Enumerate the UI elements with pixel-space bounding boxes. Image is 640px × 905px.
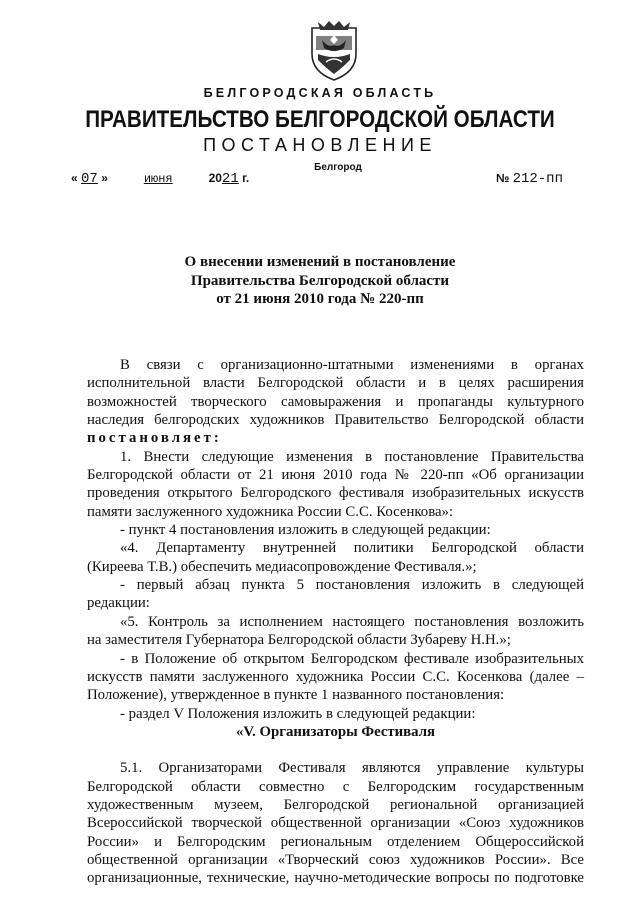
subject-line: от 21 июня 2010 года № 220-пп bbox=[216, 291, 424, 307]
body-line: общественной организации «Творческий союз художников России». Все bbox=[87, 851, 584, 868]
date-day: 07 bbox=[81, 171, 98, 187]
body-line: организационные, технические, научно-методические вопросы по подготовке bbox=[87, 870, 584, 887]
date-month: июня bbox=[143, 172, 173, 186]
government-title: ПРАВИТЕЛЬСТВО БЕЛГОРОДСКОЙ ОБЛАСТИ bbox=[85, 106, 555, 133]
body-line: наследия белгородских художников Правительство Белгородской области bbox=[87, 412, 584, 429]
subject-line: О внесении изменений в постановление bbox=[184, 254, 456, 270]
date-year-unit: г. bbox=[242, 171, 250, 185]
body-line: Белгородской области от 21 июня 2010 года № 220-пп «Об организации bbox=[87, 467, 584, 484]
region-name: БЕЛГОРОДСКАЯ ОБЛАСТЬ bbox=[203, 86, 437, 100]
body-line: 5.1. Организаторами Фестиваля являются управление культуры bbox=[120, 760, 584, 777]
city-name: Белгород bbox=[314, 162, 362, 173]
body-line: Всероссийской творческой общественной организации «Союз художников bbox=[87, 815, 584, 832]
body-line: - первый абзац пункта 5 постановления изложить в следующей редакции: bbox=[87, 577, 584, 612]
body-line: - в Положение об открытом Белгородском фестивале изобразительных bbox=[120, 650, 584, 667]
number-label: № bbox=[495, 171, 510, 185]
body-line: (Киреева Т.В.) обеспечить медиасопровождение Фестиваля.»; bbox=[87, 558, 477, 575]
body-line: «4. Департаменту внутренней политики Белгородской области bbox=[120, 540, 584, 557]
body-line: 1. Внести следующие изменения в постановление Правительства bbox=[120, 448, 584, 465]
body-line: проведения открытого Белгородского фестиваля изобразительных искусств bbox=[87, 485, 584, 502]
date-open-quote: « bbox=[71, 171, 78, 185]
document-type: ПОСТАНОВЛЕНИЕ bbox=[203, 135, 437, 155]
resolves-word: постановляет: bbox=[87, 430, 222, 447]
body-line: памяти заслуженного художника России С.С. Косенкова»: bbox=[87, 503, 454, 520]
body-line: Белгородской области совместно с Белгородским государственным bbox=[87, 778, 584, 795]
date-year-prefix: 20 bbox=[208, 171, 222, 185]
coat-of-arms-icon bbox=[304, 18, 364, 82]
body-line: возможностей творческого самовыражения и пропаганды культурного bbox=[87, 393, 584, 410]
body-line: - пункт 4 постановления изложить в следующей редакции: bbox=[120, 522, 491, 539]
number-value: 212-пп bbox=[512, 171, 563, 187]
body-line: «5. Контроль за исполнением настоящего постановления возложить bbox=[120, 613, 584, 630]
date-line bbox=[71, 171, 249, 187]
body-line: художественным музеем, Белгородской региональной организацией bbox=[87, 796, 584, 813]
body-line: В связи с организационно-штатными изменениями в органах bbox=[120, 357, 584, 373]
document-body bbox=[87, 356, 584, 888]
document-subject bbox=[0, 253, 640, 309]
body-line: России» и Белгородским региональным отделением Общероссийской bbox=[87, 833, 584, 850]
section-title: «V. Организаторы Фестиваля bbox=[235, 723, 436, 740]
subject-line: Правительства Белгородской области bbox=[190, 272, 450, 289]
body-line: - раздел V Положения изложить в следующей редакции: bbox=[120, 705, 476, 722]
date-close-quote: » bbox=[101, 171, 108, 185]
body-line: искусств памяти заслуженного художника России С.С. Косенкова (далее – bbox=[87, 668, 584, 685]
date-year-suffix: 21 bbox=[221, 171, 239, 187]
body-line: Положение), утвержденное в пункте 1 названного постановления: bbox=[87, 687, 505, 704]
document-number bbox=[496, 171, 563, 187]
body-line: исполнительной власти Белгородской области и в целях расширения bbox=[87, 375, 584, 392]
body-line: на заместителя Губернатора Белгородской области Зубареву Н.Н.»; bbox=[87, 632, 511, 649]
